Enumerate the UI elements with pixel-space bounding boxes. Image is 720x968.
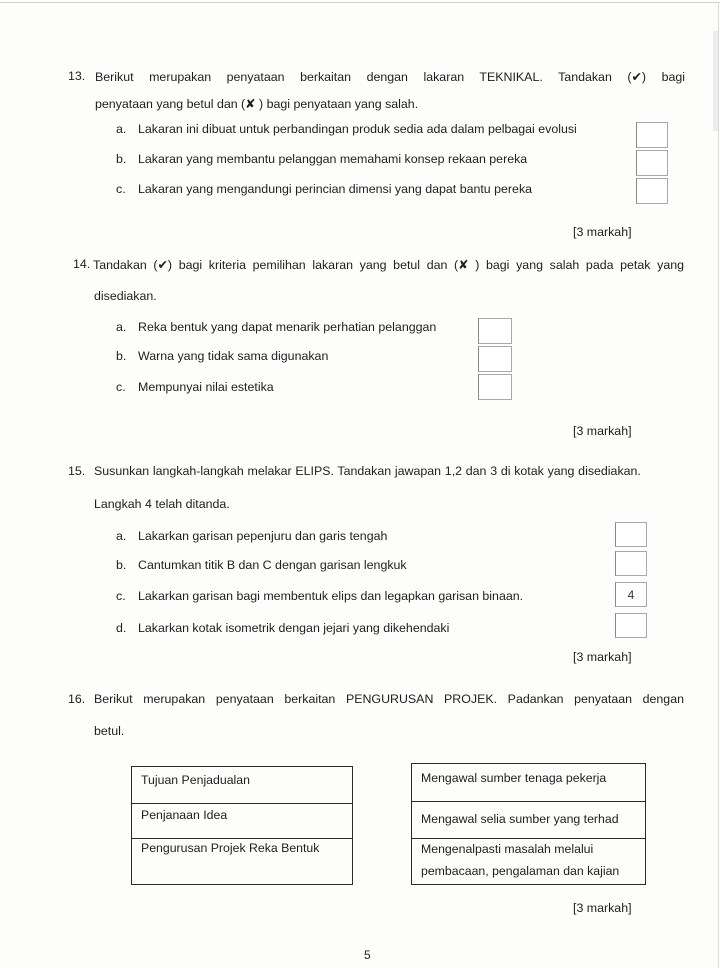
item-text: Cantumkan titik B dan C dengan garisan lengkuk — [138, 558, 407, 572]
item-text: Mempunyai nilai estetika — [138, 380, 274, 394]
question-stem-cont: disediakan. — [94, 289, 157, 303]
item-letter: a. — [116, 122, 127, 136]
question-number: 16. — [68, 692, 86, 706]
item-text: Reka bentuk yang dapat menarik perhatian pelanggan — [138, 320, 437, 334]
item-text: Lakarkan garisan pepenjuru dan garis tengah — [138, 529, 388, 543]
item-letter: b. — [116, 152, 127, 166]
vertical-scrollbar[interactable] — [713, 31, 718, 131]
match-item-right-line2: pembacaan, pengalaman dan kajian — [421, 864, 620, 878]
answer-box[interactable] — [478, 346, 512, 372]
marks-label: [3 markah] — [573, 225, 632, 239]
match-item-right[interactable] — [412, 838, 645, 884]
item-letter: b. — [116, 558, 127, 572]
answer-box[interactable] — [636, 150, 668, 176]
item-text: Lakarkan garisan bagi membentuk elips dan legapkan garisan binaan. — [138, 589, 524, 603]
answer-box[interactable] — [478, 318, 512, 344]
question-number: 13. — [68, 69, 86, 83]
answer-box[interactable] — [615, 613, 647, 638]
question-number: 14. — [73, 257, 91, 271]
match-item-right[interactable]: Mengawal selia sumber yang terhad — [412, 801, 645, 838]
answer-box[interactable] — [636, 122, 668, 148]
item-letter: d. — [116, 621, 127, 635]
item-text: Warna yang tidak sama digunakan — [138, 349, 329, 363]
question-stem: Berikut merupakan penyataan berkaitan dengan lakaran TEKNIKAL. Tandakan (✔) bagi — [95, 70, 685, 84]
match-item-left[interactable]: Penjanaan Idea — [132, 803, 352, 838]
match-item-right[interactable]: Mengawal sumber tenaga pekerja — [421, 771, 607, 785]
answer-box[interactable] — [615, 522, 647, 547]
page-right-border — [718, 2, 719, 968]
answer-box[interactable]: 4 — [615, 582, 647, 607]
item-letter: c. — [116, 589, 126, 603]
question-stem-cont: penyataan yang betul dan (✘ ) bagi penyataan yang salah. — [95, 97, 419, 111]
marks-label: [3 markah] — [573, 901, 632, 915]
item-letter: a. — [116, 529, 127, 543]
item-text: Lakaran yang mengandungi perincian dimensi yang dapat bantu pereka — [138, 182, 533, 196]
question-stem-cont: betul. — [94, 724, 125, 738]
left-match-column — [131, 766, 353, 885]
question-stem: Berikut merupakan penyataan berkaitan PENGURUSAN PROJEK. Padankan penyataan dengan — [94, 692, 684, 706]
question-stem: Tandakan (✔) bagi kriteria pemilihan lakaran yang betul dan (✘ ) bagi yang salah pada petak yang — [93, 258, 684, 272]
answer-box[interactable] — [636, 178, 668, 204]
item-text: Lakaran ini dibuat untuk perbandingan produk sedia ada dalam pelbagai evolusi — [138, 122, 577, 136]
right-match-column — [411, 763, 646, 885]
page-number: 5 — [364, 948, 371, 962]
marks-label: [3 markah] — [573, 424, 632, 438]
item-text: Lakaran yang membantu pelanggan memahami konsep rekaan pereka — [138, 152, 528, 166]
item-letter: c. — [116, 380, 126, 394]
answer-box[interactable] — [478, 374, 512, 400]
item-letter: b. — [116, 349, 127, 363]
marks-label: [3 markah] — [573, 650, 632, 664]
item-letter: a. — [116, 320, 127, 334]
item-text: Lakarkan kotak isometrik dengan jejari yang dikehendaki — [138, 621, 450, 635]
answer-box[interactable] — [615, 551, 647, 576]
question-stem: Susunkan langkah-langkah melakar ELIPS. Tandakan jawapan 1,2 dan 3 di kotak yang disediakan. — [94, 464, 641, 478]
question-stem-cont: Langkah 4 telah ditanda. — [94, 497, 230, 511]
match-item-right-line1: Mengenalpasti masalah melalui — [421, 842, 594, 856]
item-letter: c. — [116, 182, 126, 196]
question-number: 15. — [68, 464, 86, 478]
match-item-left[interactable]: Tujuan Penjadualan — [141, 773, 250, 787]
page-top-border — [0, 2, 720, 3]
match-item-left[interactable]: Pengurusan Projek Reka Bentuk — [132, 838, 352, 884]
